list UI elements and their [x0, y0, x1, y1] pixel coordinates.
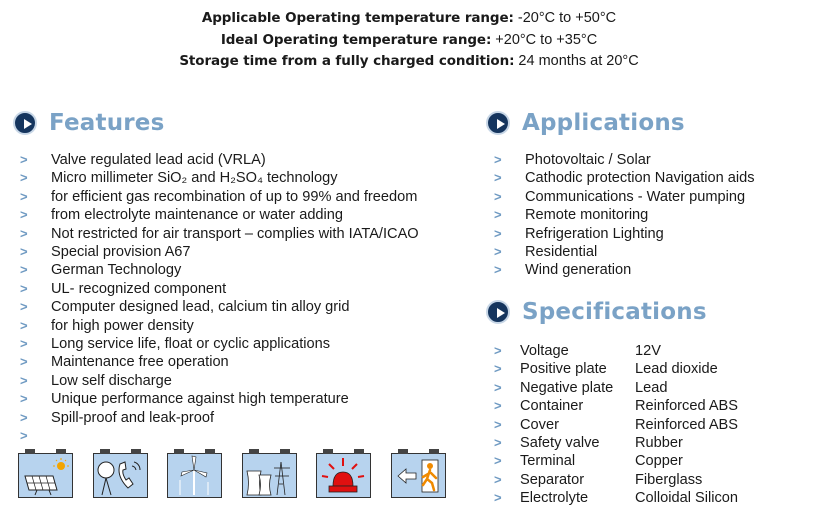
chevron-right-icon: >	[494, 170, 502, 186]
chevron-right-icon: >	[20, 225, 28, 241]
spec-value: Reinforced ABS	[635, 416, 739, 433]
spec-key: Terminal	[520, 453, 576, 470]
chevron-right-icon: >	[494, 262, 502, 278]
list-item-text: for efficient gas recombination of up to 99% and freedom	[51, 188, 418, 205]
list-item-text: Not restricted for air transport – complies with IATA/ICAO	[51, 225, 419, 242]
list-item	[20, 151, 419, 169]
list-item	[20, 372, 419, 390]
chevron-right-icon: >	[494, 343, 502, 358]
chevron-right-icon: >	[20, 336, 28, 352]
chevron-right-icon: >	[494, 152, 502, 167]
list-item	[20, 317, 419, 335]
list-item-text: from electrolyte maintenance or water adding	[51, 207, 344, 224]
chevron-right-icon: >	[20, 391, 28, 407]
spec-value: 12V	[635, 343, 661, 359]
list-item-text: Special provision A67	[51, 244, 191, 261]
list-item-text: Low self discharge	[51, 372, 172, 389]
chevron-right-icon: >	[20, 244, 28, 260]
list-item-text: Residential	[525, 244, 598, 261]
spec-value: Rubber	[635, 435, 683, 452]
emergency-exit-icon	[391, 453, 446, 498]
temperature-header	[0, 8, 818, 73]
list-item-text: Refrigeration Lighting	[525, 225, 664, 242]
storage-time-line: Storage time from a fully charged condition: 24 months at 20°C	[179, 53, 639, 69]
chevron-right-icon: >	[20, 372, 28, 388]
spec-row	[494, 397, 738, 415]
spec-key: Electrolyte	[520, 490, 589, 507]
list-item-text: Unique performance against high temperature	[51, 391, 349, 408]
operating-range-line: Applicable Operating temperature range: -20°C to +50°C	[201, 10, 617, 26]
wind-turbine-icon	[167, 453, 222, 498]
spec-key: Cover	[520, 416, 559, 433]
spec-value: Colloidal Silicon	[635, 490, 739, 507]
list-item	[20, 243, 419, 261]
chevron-right-icon: >	[494, 379, 502, 395]
chevron-right-icon: >	[494, 225, 502, 241]
chevron-right-icon: >	[20, 299, 28, 315]
list-item	[20, 353, 419, 371]
features-list	[20, 151, 419, 444]
chevron-right-icon: >	[494, 188, 502, 204]
list-item-text: Valve regulated lead acid (VRLA)	[51, 152, 266, 168]
solar-panel-icon	[18, 453, 73, 498]
play-icon	[486, 111, 510, 135]
features-heading: Features	[13, 110, 165, 136]
list-item	[20, 225, 419, 243]
list-item	[20, 280, 419, 298]
spec-row	[494, 342, 738, 360]
list-item-text: German Technology	[51, 262, 182, 279]
chevron-right-icon: >	[494, 244, 502, 260]
chevron-right-icon: >	[494, 453, 502, 469]
chevron-right-icon: >	[494, 416, 502, 432]
list-item	[494, 169, 755, 187]
application-icons	[18, 453, 465, 498]
chevron-right-icon: >	[494, 398, 502, 414]
chevron-right-icon: >	[20, 207, 28, 223]
chevron-right-icon: >	[20, 354, 28, 370]
play-icon	[486, 300, 510, 324]
spec-row	[494, 452, 738, 470]
applications-heading: Applications	[486, 110, 685, 136]
spec-row	[494, 489, 738, 507]
spec-key: Separator	[520, 471, 585, 488]
chevron-right-icon: >	[20, 409, 28, 425]
list-item-text: Communications - Water pumping	[525, 188, 746, 205]
list-item	[20, 188, 419, 206]
spec-row	[494, 379, 738, 397]
spec-value: Fiberglass	[635, 471, 703, 488]
spec-row	[494, 471, 738, 489]
list-item-text: Photovoltaic / Solar	[525, 152, 651, 168]
list-item	[494, 225, 755, 243]
applications-list	[494, 151, 755, 280]
list-item	[20, 409, 419, 427]
list-item	[494, 206, 755, 224]
list-item-text: Micro millimeter SiO₂ and H₂SO₄ technology	[51, 170, 338, 187]
list-item-text: Cathodic protection Navigation aids	[525, 170, 755, 187]
chevron-right-icon: >	[20, 170, 28, 186]
list-item-text: Spill-proof and leak-proof	[51, 409, 215, 426]
list-item-text: UL- recognized component	[51, 280, 227, 297]
spec-value: Copper	[635, 453, 683, 470]
alarm-light-icon	[316, 453, 371, 498]
chevron-right-icon: >	[20, 152, 28, 167]
list-item	[20, 390, 419, 408]
chevron-right-icon: >	[494, 471, 502, 487]
list-item	[20, 335, 419, 353]
spec-value: Lead dioxide	[635, 361, 718, 378]
list-item	[20, 298, 419, 316]
telephone-icon	[93, 453, 148, 498]
spec-key: Voltage	[520, 343, 569, 359]
list-item-text: Wind generation	[525, 262, 632, 279]
spec-key: Container	[520, 398, 584, 415]
list-item	[20, 261, 419, 279]
list-item	[494, 151, 755, 169]
list-item	[494, 188, 755, 206]
spec-row	[494, 434, 738, 452]
specifications-table	[494, 342, 738, 508]
list-item	[494, 243, 755, 261]
spec-key: Negative plate	[520, 379, 614, 396]
spec-key: Positive plate	[520, 361, 607, 378]
chevron-right-icon: >	[494, 361, 502, 377]
list-item	[20, 206, 419, 224]
list-item	[20, 169, 419, 187]
power-plant-icon	[242, 453, 297, 498]
chevron-right-icon: >	[20, 280, 28, 296]
list-item-text: Remote monitoring	[525, 207, 649, 224]
list-item-text: Maintenance free operation	[51, 354, 229, 371]
spec-row	[494, 360, 738, 378]
list-item-text: Long service life, float or cyclic applications	[51, 336, 331, 353]
ideal-range-line: Ideal Operating temperature range: +20°C to +35°C	[220, 31, 598, 48]
chevron-right-icon: >	[20, 428, 28, 444]
chevron-right-icon: >	[20, 188, 28, 204]
chevron-right-icon: >	[494, 207, 502, 223]
chevron-right-icon: >	[20, 317, 28, 333]
list-item-text: Computer designed lead, calcium tin alloy grid	[51, 299, 350, 316]
spec-value: Lead	[635, 379, 668, 396]
chevron-right-icon: >	[20, 262, 28, 278]
spec-key: Safety valve	[520, 435, 600, 452]
specifications-heading: Specifications	[486, 299, 707, 325]
chevron-right-icon: >	[494, 490, 502, 506]
play-icon	[13, 111, 37, 135]
chevron-right-icon: >	[494, 435, 502, 451]
list-item	[494, 261, 755, 279]
spec-row	[494, 416, 738, 434]
spec-value: Reinforced ABS	[635, 398, 739, 415]
list-item-text: for high power density	[51, 317, 194, 334]
